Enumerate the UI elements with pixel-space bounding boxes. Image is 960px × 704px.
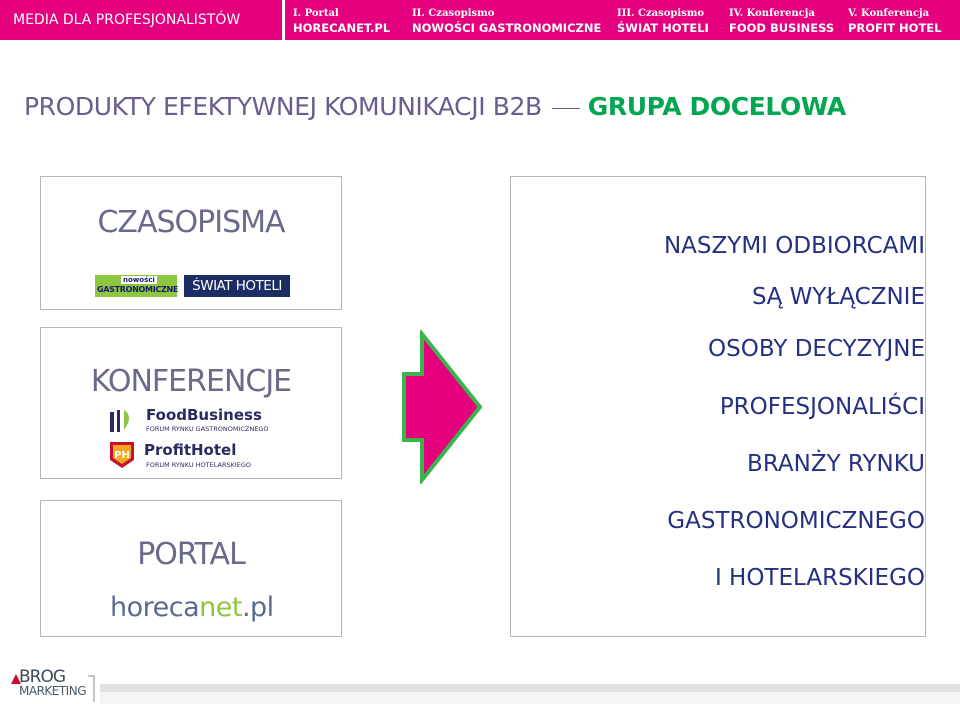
- nav-item-nowosci-label: NOWOŚCI GASTRONOMICZNE: [412, 21, 602, 35]
- footer-bar-light: [100, 692, 960, 704]
- horecanet-logo-part2: net: [199, 592, 242, 623]
- title-main: PRODUKTY EFEKTYWNEJ KOMUNIKACJI B2B: [24, 92, 542, 121]
- top-nav-bar: [0, 0, 960, 40]
- nav-item-portal-label: HORECANET.PL: [293, 21, 391, 35]
- nav-item-food-business[interactable]: [729, 8, 834, 36]
- foodbusiness-logo-subtitle: FORUM RYNKU GASTRONOMICZNEGO: [146, 425, 269, 433]
- nav-item-nowosci[interactable]: [412, 8, 601, 36]
- nav-item-food-business-label: FOOD BUSINESS: [729, 21, 835, 35]
- title-highlight: GRUPA DOCELOWA: [587, 92, 846, 121]
- box-portal-title: PORTAL: [137, 537, 245, 572]
- target-line-5: BRANŻY RYNKU: [747, 451, 925, 477]
- nav-item-profit-hotel-index: V. Konferencja: [848, 8, 930, 19]
- box-czasopisma-title: CZASOPISMA: [97, 205, 285, 240]
- nav-item-portal-index: I. Portal: [293, 8, 339, 19]
- brand-label: MEDIA DLA PROFESJONALISTÓW: [13, 12, 241, 28]
- foodbusiness-icon: [108, 408, 136, 434]
- target-line-7: I HOTELARSKIEGO: [714, 565, 925, 591]
- nav-item-swiat-hoteli-index: III. Czasopismo: [617, 8, 705, 19]
- foodbusiness-logo-text[interactable]: FoodBusiness: [146, 406, 262, 424]
- nav-item-food-business-index: IV. Konferencja: [729, 8, 815, 19]
- horecanet-logo[interactable]: [110, 592, 274, 623]
- footer-bar: [100, 684, 960, 692]
- horecanet-logo-part3: .pl: [241, 592, 274, 623]
- target-line-1: NASZYMI ODBIORCAMI: [663, 233, 925, 259]
- nowosci-gastronomiczne-logo[interactable]: [95, 275, 177, 297]
- swiat-hoteli-logo[interactable]: ŚWIAT HOTELI: [184, 275, 290, 297]
- title-dash: [552, 108, 580, 109]
- horecanet-logo-part1: horeca: [110, 592, 200, 623]
- profithotel-logo-subtitle: FORUM RYNKU HOTELARSKIEGO: [146, 461, 252, 469]
- brog-logo-line2: MARKETING: [19, 684, 86, 698]
- nav-item-swiat-hoteli[interactable]: [617, 8, 709, 36]
- target-line-2: SĄ WYŁĄCZNIE: [751, 284, 925, 310]
- nowosci-logo-line2: GASTRONOMICZNE: [97, 285, 179, 294]
- nav-separator: [282, 0, 285, 40]
- box-konferencje-title: KONFERENCJE: [90, 364, 292, 399]
- nav-item-profit-hotel[interactable]: [848, 8, 941, 36]
- nav-item-portal[interactable]: [293, 8, 390, 36]
- target-line-3: OSOBY DECYZYJNE: [708, 336, 925, 362]
- target-line-4: PROFESJONALIŚCI: [719, 394, 925, 420]
- nav-item-swiat-hoteli-label: ŚWIAT HOTELI: [617, 21, 709, 35]
- target-line-6: GASTRONOMICZNEGO: [667, 508, 925, 534]
- nowosci-logo-line1: nowości: [123, 276, 155, 284]
- nav-item-profit-hotel-label: PROFIT HOTEL: [848, 21, 942, 35]
- page-title: [24, 92, 846, 121]
- arrow-right-icon: [400, 330, 484, 484]
- ph-mark: PH: [114, 450, 130, 461]
- nav-item-nowosci-index: II. Czasopismo: [412, 8, 495, 19]
- brog-logo-line1: BROG: [19, 667, 66, 687]
- profithotel-logo-text[interactable]: ProfitHotel: [144, 441, 237, 459]
- profithotel-icon: [108, 440, 136, 470]
